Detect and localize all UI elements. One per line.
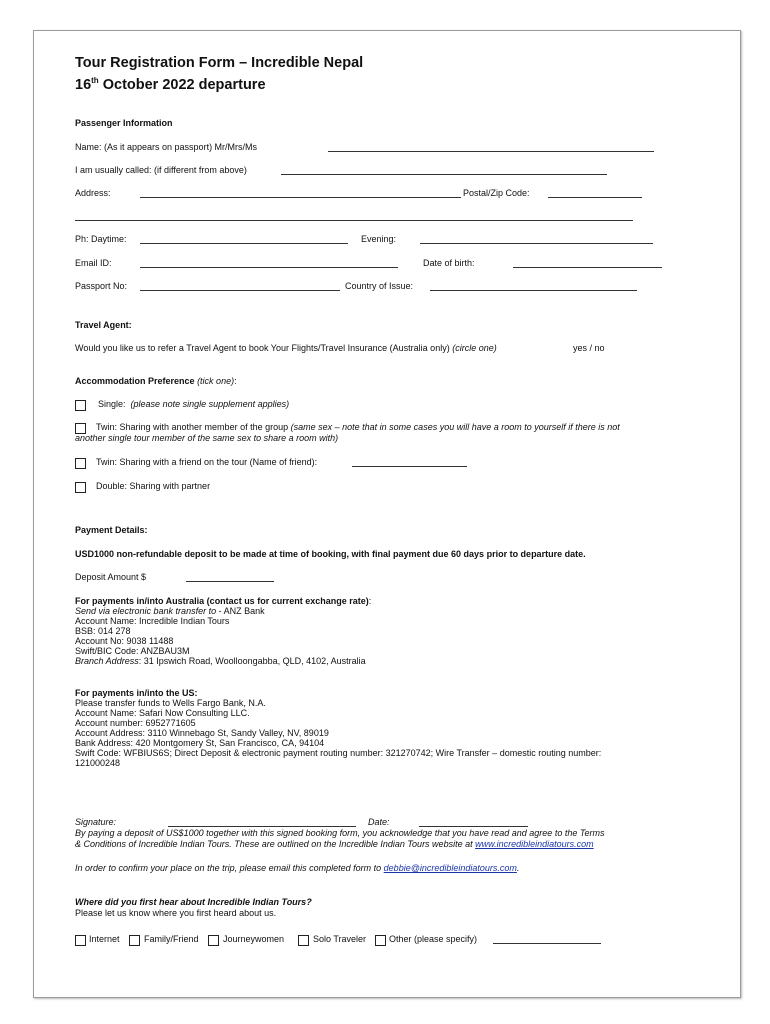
address-label: Address: xyxy=(75,188,111,198)
internet-label: Internet xyxy=(89,934,120,944)
postal-field[interactable] xyxy=(548,197,642,198)
journeywomen-label: Journeywomen xyxy=(223,934,285,944)
title-line-1: Tour Registration Form – Incredible Nepal xyxy=(75,55,364,71)
double-checkbox[interactable] xyxy=(75,482,86,493)
evening-field[interactable] xyxy=(420,243,653,244)
dob-label: Date of birth: xyxy=(423,258,475,268)
other-label: Other (please specify) xyxy=(389,934,478,944)
family-friend-checkbox[interactable] xyxy=(129,935,140,946)
twin-group-note: another single tour member of the same sex to share a room with) xyxy=(75,433,339,443)
payment-heading: Payment Details: xyxy=(75,525,148,535)
address-line-2-field[interactable] xyxy=(75,220,633,221)
deposit-amount-field[interactable] xyxy=(186,581,274,582)
title-line-2: 16th October 2022 departure xyxy=(75,76,266,93)
travel-agent-heading: Travel Agent: xyxy=(75,320,132,330)
email-field[interactable] xyxy=(140,267,398,268)
dob-field[interactable] xyxy=(513,267,662,268)
date-label: Date: xyxy=(368,817,390,827)
solo-traveler-label: Solo Traveler xyxy=(313,934,367,944)
solo-traveler-checkbox[interactable] xyxy=(298,935,309,946)
twin-group-label: Twin: Sharing with another member of the group (same sex – note that in some cases you will have a room to yourself if there is not xyxy=(96,422,620,432)
australia-payment-block: For payments in/into Australia (contact us for current exchange rate): Send via electronic bank transfer to - ANZ Bank Account Name: Incredible Indian Tours BSB: 014 278 Account No: 9038 11488 Swift/BIC Code: ANZBAU3M Branch Address: 31 Ipswich Road, Woolloongabba, QLD, 4102, Australia xyxy=(75,596,372,666)
signature-field[interactable] xyxy=(168,826,356,827)
travel-agent-yes-no[interactable]: yes / no xyxy=(573,343,605,353)
twin-friend-checkbox[interactable] xyxy=(75,458,86,469)
address-field[interactable] xyxy=(140,197,461,198)
country-label: Country of Issue: xyxy=(345,281,414,291)
family-friend-label: Family/Friend xyxy=(144,934,199,944)
form-title xyxy=(75,55,363,94)
evening-label: Evening: xyxy=(361,234,397,244)
passenger-heading: Passenger Information xyxy=(75,118,173,128)
email-link[interactable]: debbie@incredibleindiatours.com xyxy=(383,863,517,873)
single-label: Single: (please note single supplement applies) xyxy=(98,399,290,409)
twin-friend-label: Twin: Sharing with a friend on the tour (Name of friend): xyxy=(96,457,318,467)
deposit-amount-label: Deposit Amount $ xyxy=(75,572,147,582)
hear-heading: Where did you first hear about Incredible Indian Tours? xyxy=(75,897,312,907)
confirm-text: In order to confirm your place on the trip, please email this completed form to debbie@incredibleindiatours.com. xyxy=(75,863,520,873)
ph-daytime-label: Ph: Daytime: xyxy=(75,234,127,244)
called-label: I am usually called: (if different from above) xyxy=(75,165,247,175)
us-payment-block: For payments in/into the US: Please transfer funds to Wells Fargo Bank, N.A. Account Name: Safari Now Consulting LLC. Account number: 6952771605 Account Address: 3110 Winnebago St, Sandy Valley, NV, 89019 Bank Address: 420 Montgomery St, San Francisco, CA, 94104 Swift Code: WFBIUS6S; Direct Deposit & electronic payment routing number: 321270742; Wire Transfer – domestic routing number: 121000248 xyxy=(75,688,602,768)
hear-subheading: Please let us know where you first heard about us. xyxy=(75,908,277,918)
passport-label: Passport No: xyxy=(75,281,128,291)
deposit-note: USD1000 non-refundable deposit to be made at time of booking, with final payment due 60 days prior to departure date. xyxy=(75,549,586,559)
other-checkbox[interactable] xyxy=(375,935,386,946)
single-checkbox[interactable] xyxy=(75,400,86,411)
passport-field[interactable] xyxy=(140,290,340,291)
signature-label: Signature: xyxy=(75,817,117,827)
hear-about-block xyxy=(75,897,312,919)
called-field[interactable] xyxy=(281,174,607,175)
date-field[interactable] xyxy=(419,826,528,827)
terms-text: By paying a deposit of US$1000 together with this signed booking form, you acknowledge that you have read and agree to the Terms & Conditions of Incredible Indian Tours. These are outlined on the Incredible Indian Tours website at www.incredibleindiatours.com xyxy=(75,828,605,849)
name-label: Name: (As it appears on passport) Mr/Mrs/Ms xyxy=(75,142,258,152)
other-specify-field[interactable] xyxy=(493,943,601,944)
form-page xyxy=(33,30,741,998)
accommodation-heading: Accommodation Preference (tick one): xyxy=(75,376,237,386)
travel-agent-question: Would you like us to refer a Travel Agent to book Your Flights/Travel Insurance (Australia only) (circle one) xyxy=(75,343,497,353)
double-label: Double: Sharing with partner xyxy=(96,481,211,491)
postal-label: Postal/Zip Code: xyxy=(463,188,530,198)
country-field[interactable] xyxy=(430,290,637,291)
internet-checkbox[interactable] xyxy=(75,935,86,946)
journeywomen-checkbox[interactable] xyxy=(208,935,219,946)
name-field[interactable] xyxy=(328,151,654,152)
friend-name-field[interactable] xyxy=(352,466,467,467)
email-label: Email ID: xyxy=(75,258,112,268)
website-link[interactable]: www.incredibleindiatours.com xyxy=(475,838,594,849)
ph-daytime-field[interactable] xyxy=(140,243,348,244)
